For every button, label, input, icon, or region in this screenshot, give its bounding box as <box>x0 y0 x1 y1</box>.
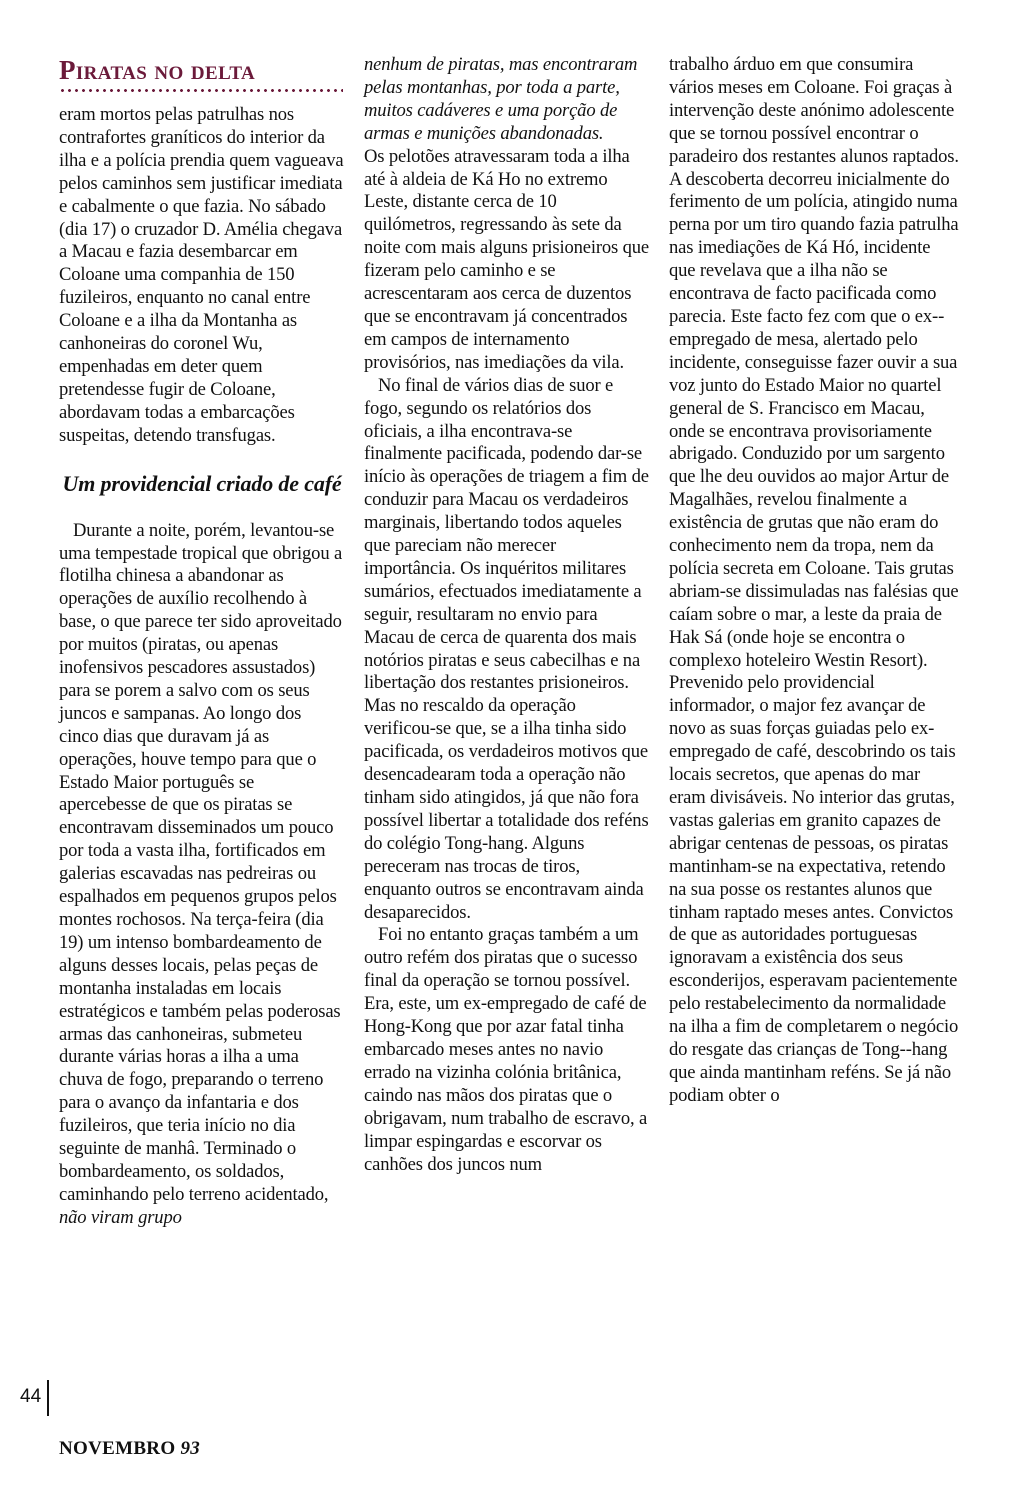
subheading: Um providencial criado de café <box>62 470 342 496</box>
issue-footer <box>59 1438 200 1460</box>
footer-month: NOVEMBRO <box>59 1438 176 1459</box>
section-title: Piratas no delta <box>59 55 256 85</box>
footer-year: 93 <box>180 1438 201 1459</box>
column-1-paragraph-2-text: Durante a noite, porém, levantou-se uma tempestade tropical que obrigou a flotilha chinesa a abandonar as operações de auxílio recolhendo à base, o que parece ter sido aproveitado por muitos (piratas, ou apenas inofensivos pescadores assustados) para se porem a salvo com os seus juncos e sampanas. Ao longo dos cinco dias que duravam já as operações, houve tempo para que o Estado Maior português se apercebesse de que os piratas se encontravam disseminados um pouco por toda a vasta ilha, fortificados em galerias escavadas nas pedreiras ou espalhados em pequenos grupos pelos montes rochosos. Na terça-feira (dia 19) um intenso bombardeamento de alguns desses locais, pelas peças de montanha instaladas em locais estratégicos e também pelas poderosas armas das canhoneiras, submeteu durante várias horas a ilha a uma chuva de fogo, preparando o terreno para o avanço da infantaria e dos fuzileiros, que teria início no dia seguinte de manhâ. Terminado o bombardeamento, os soldados, caminhando pelo terreno acidentado, <box>59 519 343 1205</box>
column-1-italic-tail: não viram grupo <box>59 1206 182 1228</box>
dotted-rule <box>59 89 343 92</box>
column-1-paragraph-1: eram mortos pelas patrulhas nos contrafortes graníticos do interior da ilha e a polícia prendia quem vagueava pelos caminhos sem justificar imediata e cabalmente o que fazia. No sábado (dia 17) o cruzador D. Amélia chegava a Macau e fazia desembarcar em Coloane uma companhia de 150 fuzileiros, enquanto no canal entre Coloane e a ilha da Montanha as canhoneiras do coronel Wu, empenhadas em deter quem pretendesse fugir de Coloane, abordavam todas a embarcações suspeitas, detendo transfugas. <box>59 104 344 446</box>
column-2-italic-lead: nenhum de piratas, mas encontraram pelas montanhas, por toda a parte, muitos cadáveres e uma porção de armas e munições abandonadas. <box>364 54 638 144</box>
column-1-paragraph-2 <box>59 520 345 1230</box>
article-column-3 <box>669 54 959 1108</box>
page-number-rule <box>47 1380 49 1416</box>
article-column-2 <box>364 54 650 1176</box>
column-2-paragraph-2: No final de vários dias de suor e fogo, segundo os relatórios dos oficiais, a ilha encontrava-se finalmente pacificada, podendo dar-se início às operações de triagem a fim de conduzir para Macau os verdadeiros marginais, libertando todos aqueles que pareciam não merecer importância. Os inquéritos militares sumários, efectuados imediatamente a seguir, resultaram no envio para Macau de cerca de quarenta dos mais notórios piratas e seus cabecilhas e na libertação dos restantes prisioneiros. Mas no rescaldo da operação verificou-se que, se a ilha tinha sido pacificada, os verdadeiros motivos que desencadearam toda a operação não tinham sido atingidos, já que não fora possível libertar a totalidade dos reféns do colégio Tong-hang. Alguns pereceram nas trocas de tiros, enquanto outros se encontravam ainda desaparecidos. <box>364 374 649 923</box>
column-3-paragraph-1: trabalho árduo em que consumira vários meses em Coloane. Foi graças à intervenção deste anónimo adolescente que se tornou possível encontrar o paradeiro dos restantes alunos raptados. A descoberta decorreu inicialmente do ferimento de um polícia, atingido numa perna por um tiro quando fazia patrulha nas imediações de Ká Hó, incidente que revelava que a ilha não se encontrava de facto pacificada como parecia. Este facto fez com que o ex--empregado de mesa, alertado pelo incidente, conseguisse fazer ouvir a sua voz junto do Estado Maior no quartel general de S. Francisco em Macau, onde se encontrava provisoriamente abrigado. Conduzido por um sargento que lhe deu ouvidos ao major Artur de Magalhães, revelou finalmente a existência de grutas que não eram do conhecimento nem da tropa, nem da polícia secreta em Coloane. Tais grutas abriam-se dissimuladas nas falésias que caíam sobre o mar, a leste da praia de Hak Sá (onde hoje se encontra o complexo hoteleiro Westin Resort). Prevenido pelo providencial informador, o major fez avançar de novo as suas forças guiadas pelo ex-empregado de café, descobrindo os tais locais secretos, que apenas do mar eram divisáveis. No interior das grutas, vastas galerias em granito capazes de abrigar centenas de pessoas, os piratas mantinham-se na expectativa, retendo na sua posse os restantes alunos que tinham raptado meses antes. Convictos de que as autoridades portuguesas ignoravam a existência dos seus esconderijos, esperavam pacientemente pelo restabelecimento da normalidade na ilha a fim de completarem o negócio do resgate das crianças de Tong--hang que ainda mantinham reféns. Se já não podiam obter o <box>669 54 959 1106</box>
column-2-paragraph-1: Os pelotões atravessaram toda a ilha até à aldeia de Ká Ho no extremo Leste, distante cerca de 10 quilómetros, regressando às sete da noite com mais alguns prisioneiros que fizeram pelo caminho e se acrescentaram aos cerca de duzentos que se encontravam já concentrados em campos de internamento provisórios, nas imediações da vila. <box>364 145 650 373</box>
article-column-1 <box>59 54 345 1230</box>
column-2-paragraph-3: Foi no entanto graças também a um outro refém dos piratas que o sucesso final da operação se tornou possível. Era, este, um ex-empregado de café de Hong-Kong que por azar fatal tinha embarcado meses antes no navio errado na vizinha colónia britânica, caindo nas mãos dos piratas que o obrigavam, num trabalho de escravo, a limpar espingardas e escorvar os canhões dos juncos num <box>364 924 648 1175</box>
page-number: 44 <box>20 1386 42 1407</box>
